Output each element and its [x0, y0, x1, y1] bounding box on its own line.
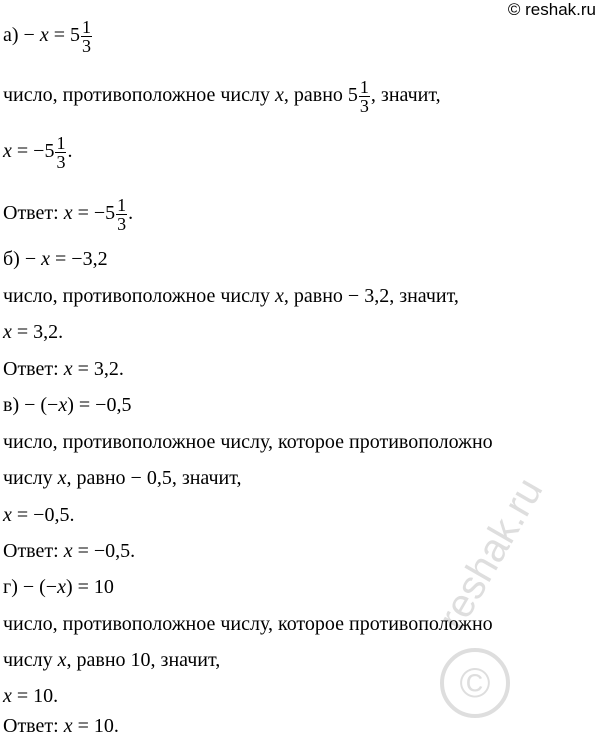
b-explanation: число, противоположное числу x, равно − 3,2, значит,	[3, 285, 459, 307]
a-fraction: $\frac{1}{3}$	[56, 133, 66, 172]
watermark-copyright-icon: ©	[440, 648, 510, 718]
v-explanation-line2: числу x, равно − 0,5, значит,	[3, 467, 242, 489]
v-answer: Ответ: x = −0,5.	[3, 540, 136, 562]
a-fraction: $\frac{1}{3}$	[82, 17, 91, 56]
g-explanation-line1: число, противоположное числу, которое противоположно	[3, 613, 493, 635]
v-equation: в) − (−x) = −0,5	[3, 394, 132, 416]
a-fraction: $\frac{1}{3}$	[359, 77, 369, 116]
a-equation: а) − x = 5 $\frac{1}{3}$	[3, 17, 91, 56]
g-equation: г) − (−x) = 10	[3, 576, 114, 598]
a-explanation: число, противоположное числу x, равно 5 $\frac{1}{3}$ , значит,	[3, 77, 441, 116]
a-result: x = −5 $\frac{1}{3}$ .	[3, 133, 73, 172]
a-answer: Ответ: x = −5 $\frac{1}{3}$ .	[3, 195, 134, 234]
g-result: x = 10.	[3, 685, 59, 707]
b-equation: б) − x = −3,2	[3, 248, 108, 270]
g-explanation-line2: числу x, равно 10, значит,	[3, 649, 221, 671]
watermark-diagonal: reshak.ru	[430, 470, 552, 637]
watermark-site: © reshak.ru	[507, 0, 596, 19]
a-fraction: $\frac{1}{3}$	[117, 195, 127, 234]
v-result: x = −0,5.	[3, 504, 75, 526]
g-answer: Ответ: x = 10.	[3, 715, 119, 737]
b-answer: Ответ: x = 3,2.	[3, 358, 124, 380]
v-explanation-line1: число, противоположное числу, которое противоположно	[3, 431, 493, 453]
b-result: x = 3,2.	[3, 321, 64, 343]
